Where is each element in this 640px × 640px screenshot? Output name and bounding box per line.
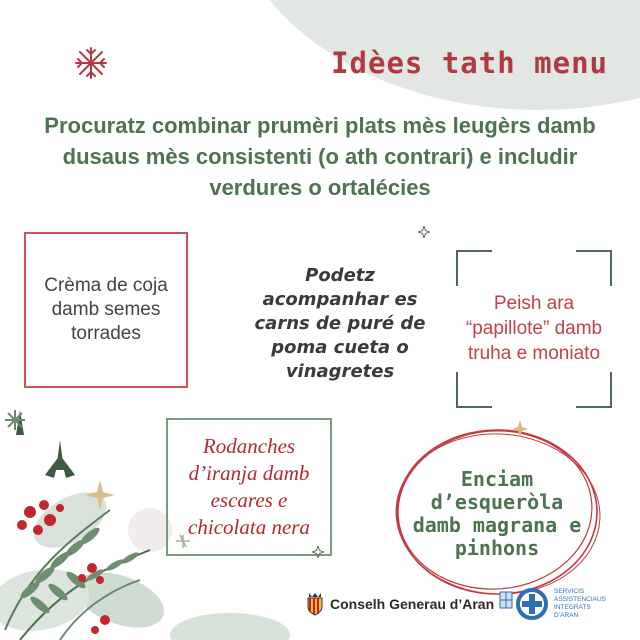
footer-logo-line: SERVICIS [554,588,585,595]
page-title: Idèes tath menu [331,46,608,80]
menu-card-text: Enciam d’esqueròla damb magrana e pinhons [412,467,582,560]
footer-logo-line: D’ARAN [554,612,579,619]
footer-logo-servicis [498,586,606,622]
footer-logo-conselh [306,592,494,616]
small-star-icon [512,420,528,438]
menu-card-text: Crèma de coja damb semes torrades [44,275,168,344]
page-subtitle: Procuratz combinar prumèri plats mès leugèrs damb dusaus mès consistenti (o ath contrari) e includir verdures o ortalécies [44,113,596,200]
menu-card-text: Peish ara “papillote” damb truha e moniato [465,292,603,364]
menu-card-tip [240,258,440,390]
footer-logo-line: ASSISTENCIAUS [554,596,607,603]
footer-logo-text [554,588,606,620]
menu-card-orange [166,418,332,556]
footer-logo-line: INTEGRATS [554,604,591,611]
cross-logo-icon [498,586,550,622]
coat-of-arms-icon [306,592,324,616]
menu-card-fish [456,250,612,406]
small-star-icon [312,546,324,558]
footer-logo-label: Conselh Generau d’Aran [330,596,495,612]
menu-card-text: Rodanches d’iranja damb escares e chicolata nera [188,434,310,539]
menu-card-cream-soup [24,232,188,388]
menu-card-salad [404,444,590,584]
small-star-icon [418,226,430,238]
menu-card-text: Podetz acompanhar es carns de puré de poma cueta o vinagretes [254,265,426,382]
snowflake-star-icon [74,46,108,80]
